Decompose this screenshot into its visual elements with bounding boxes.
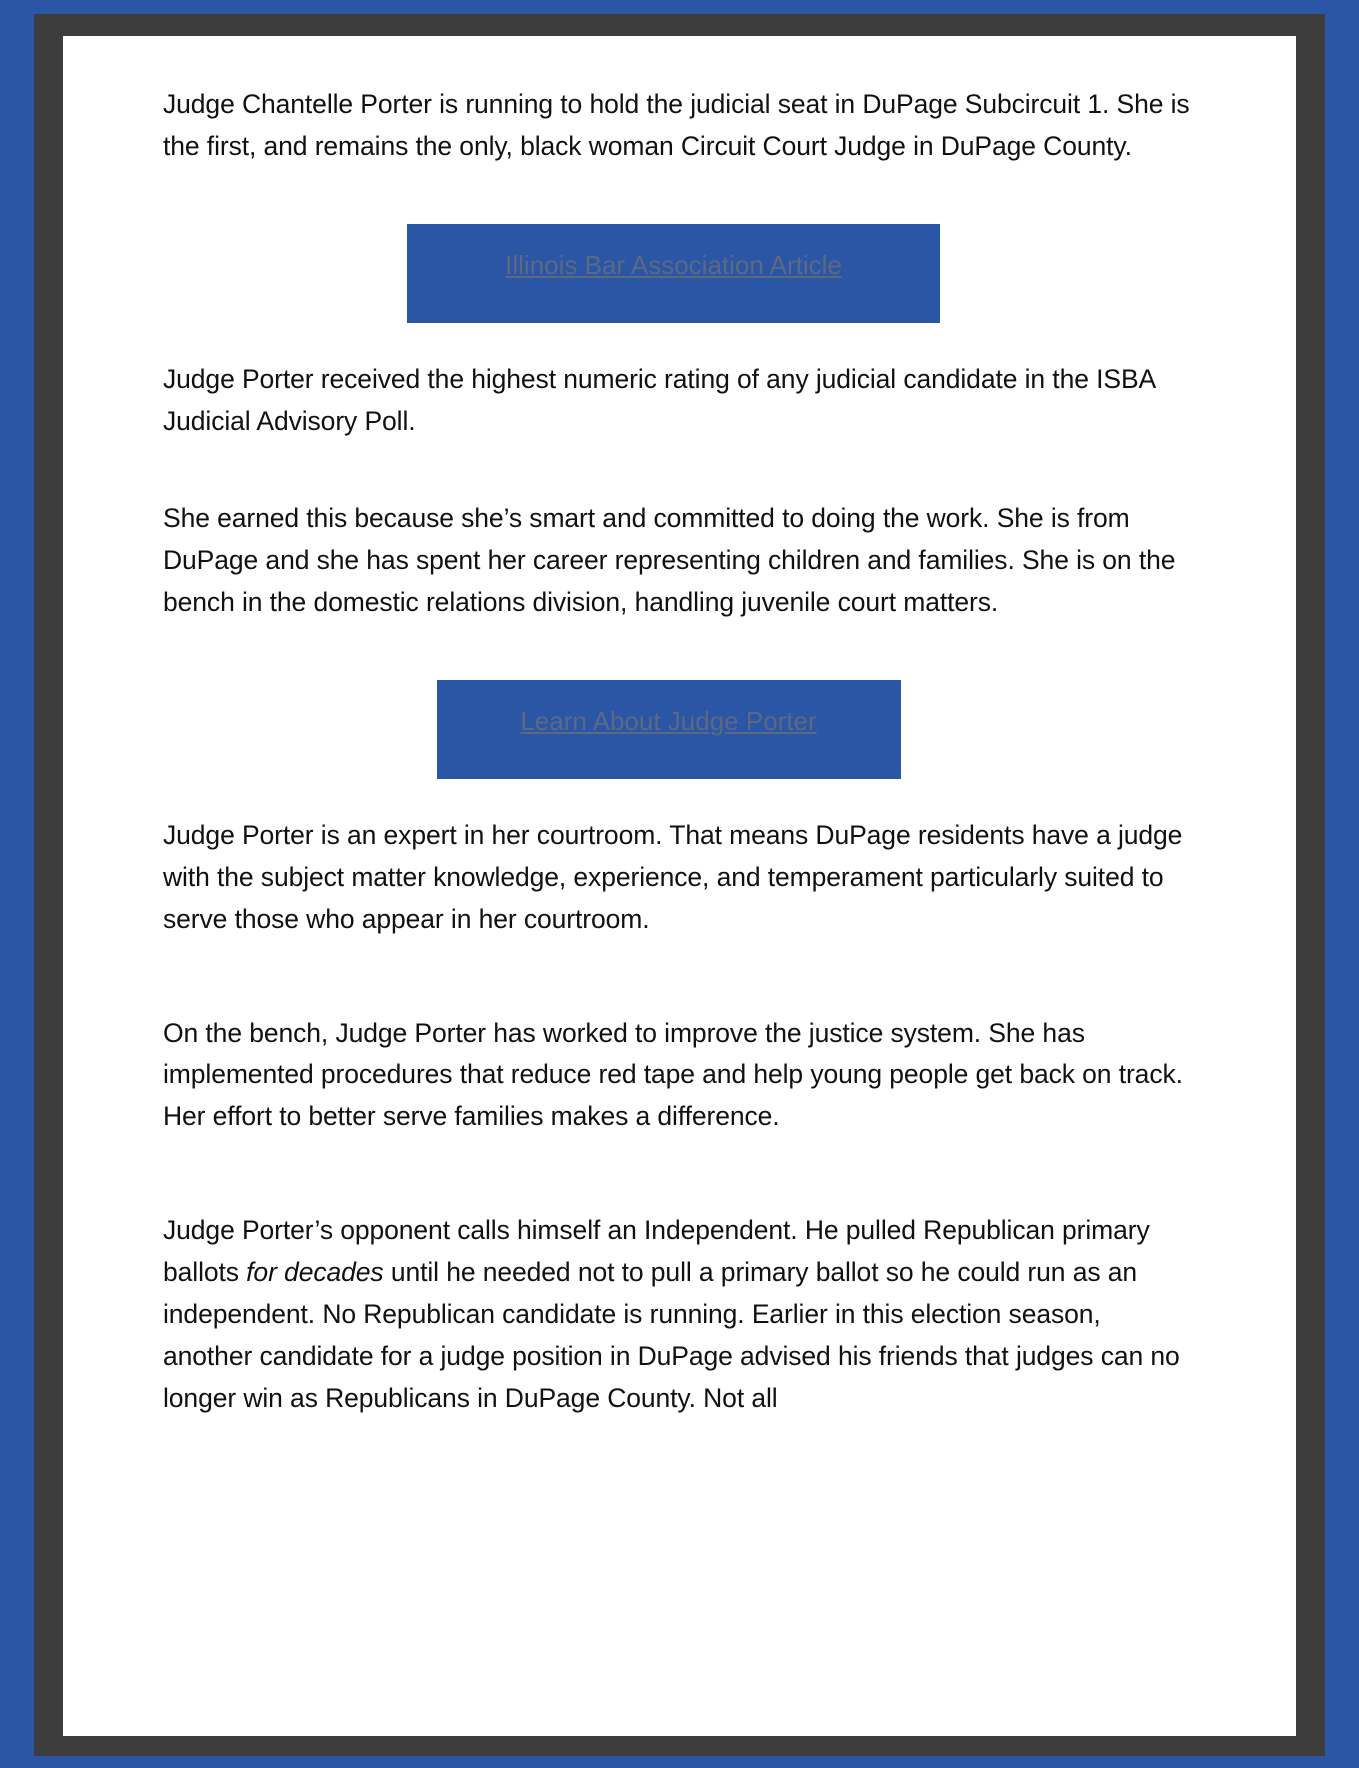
spacer	[163, 941, 1196, 1013]
paragraph-opponent-emphasis: for decades	[246, 1257, 384, 1288]
spacer	[163, 442, 1196, 498]
learn-about-judge-porter-button[interactable]: Learn About Judge Porter	[437, 680, 901, 779]
learn-about-button-row	[163, 680, 1196, 779]
spacer	[163, 323, 1196, 359]
document-frame	[34, 14, 1325, 1756]
paragraph-opponent-part1: Judge Porter’s opponent calls himself an Independent. He pulled Republican primary ballots	[163, 1215, 1150, 1288]
spacer	[163, 624, 1196, 680]
paragraph-rating: Judge Porter received the highest numeric rating of any judicial candidate in the ISBA Judicial Advisory Poll.	[163, 363, 1155, 436]
bar-article-button-row	[163, 224, 1196, 323]
paragraph-opponent	[163, 1210, 1196, 1419]
illinois-bar-association-article-button[interactable]: Illinois Bar Association Article	[407, 224, 940, 323]
spacer	[163, 1138, 1196, 1210]
paragraph-opponent-part2: until he needed not to pull a primary ballot so he could run as an independent. No Republican candidate is running. Earlier in this election season, another candidate for a judge position in DuPage advised his friends that judges can no longer win as Republicans in DuPage County. Not all	[163, 1257, 1180, 1413]
document-page	[63, 36, 1296, 1736]
spacer	[163, 779, 1196, 815]
paragraph-expert: Judge Porter is an expert in her courtroom. That means DuPage residents have a judge with the subject matter knowledge, experience, and temperament particularly suited to serve those who appear in her courtroom.	[163, 820, 1183, 934]
document-content	[63, 36, 1296, 1419]
paragraph-bench: On the bench, Judge Porter has worked to improve the justice system. She has implemented procedures that reduce red tape and help young people get back on track. Her effort to better serve families makes a difference.	[163, 1017, 1183, 1132]
spacer	[163, 168, 1196, 224]
paragraph-intro: Judge Chantelle Porter is running to hold the judicial seat in DuPage Subcircuit 1. She is the first, and remains the only, black woman Circuit Court Judge in DuPage County.	[163, 89, 1190, 161]
paragraph-experience: She earned this because she’s smart and committed to doing the work. She is from DuPage and she has spent her career representing children and families. She is on the bench in the domestic relations division, handling juvenile court matters.	[163, 503, 1176, 618]
